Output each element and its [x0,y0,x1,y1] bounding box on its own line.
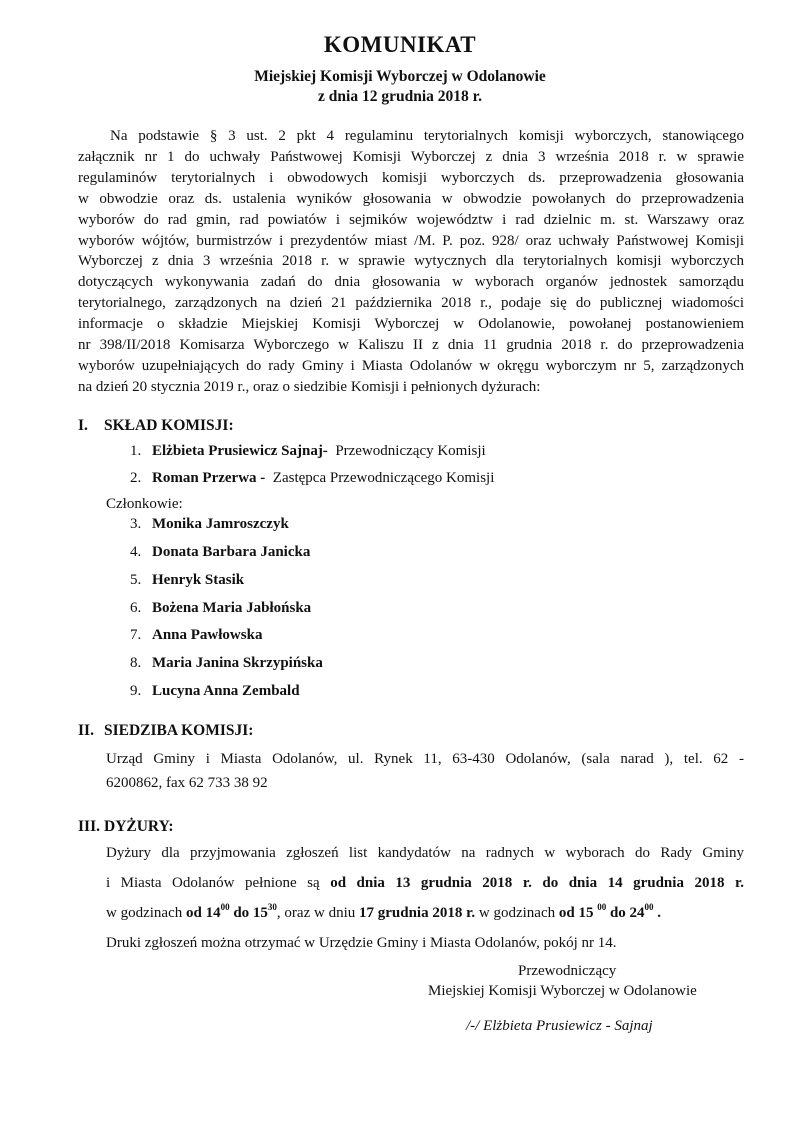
member-item [130,683,300,700]
hour-text: od 15 [558,905,598,921]
member-number: 6. [130,600,142,616]
duty-line: Druki zgłoszeń można otrzymać w Urzędzie Gminy i Miasta Odolanów, pokój nr 14. [106,935,617,951]
member-name: Monika Jamroszczyk [152,516,289,532]
hour-sup: 00 [597,902,607,912]
member-name: Elżbieta Prusiewicz Sajnaj- [152,443,328,459]
member-number: 5. [130,572,142,588]
duty-line: Dyżury dla przyjmowania zgłoszeń list kandydatów na radnych w wyborach do Rady Gminy [106,845,744,861]
duty-text: , oraz w dniu [276,905,359,921]
section-number: I. [78,417,88,434]
hour-sup: 00 [220,902,230,912]
section-composition-heading [78,417,234,435]
intro-line: dotyczących wykonywania zadań do dnia głosowania w wyborach organów jednostek samorządu [78,274,744,291]
member-name: Donata Barbara Janicka [152,544,311,560]
member-item [130,544,310,561]
member-item [130,470,494,487]
duty-text: i Miasta Odolanów pełnione są [106,875,331,891]
section-title: SIEDZIBA KOMISJI: [104,722,254,739]
intro-line: załącznik nr 1 do uchwały Państwowej Komisji Wyborczej z dnia 3 września 2018 r. w sprawie [78,148,744,165]
section-number: III. [78,818,100,835]
member-role: Zastępca Przewodniczącego Komisji [265,470,495,486]
member-number: 3. [130,516,142,532]
member-number: 2. [130,470,142,486]
duty-text: w godzinach [475,905,559,921]
member-item [130,516,289,533]
document-subtitle: Miejskiej Komisji Wyborczej w Odolanowie [254,68,546,85]
duty-dates: od dnia 13 grudnia 2018 r. do dnia 14 grudnia 2018 r. [330,875,744,891]
duty-text: w godzinach [106,905,186,921]
document-date: z dnia 12 grudnia 2018 r. [318,88,482,105]
members-label: Członkowie: [106,496,183,512]
member-number: 4. [130,544,142,560]
intro-line: nr 398/II/2018 Komisarza Wyborczego w Kaliszu II z dnia 11 grudnia 2018 r. do przeprowadzenia [78,337,744,354]
intro-line: informacje o składzie Miejskiej Komisji Wyborczej w Odolanowie, powołanej postanowieniem [78,316,744,333]
duty-paragraph [106,838,744,958]
section-duty-heading [78,818,174,836]
member-item [130,627,262,644]
intro-line: na dzień 20 stycznia 2019 r., oraz o siedzibie Komisji i pełnionych dyżurach: [78,378,541,395]
member-name: Lucyna Anna Zembald [152,683,300,699]
duty-line [106,868,744,898]
member-name: Henryk Stasik [152,572,245,588]
member-item [130,600,311,617]
member-number: 8. [130,655,142,671]
member-name: Roman Przerwa - [152,470,266,486]
intro-line: Wyborczej z dnia 3 września 2018 r. w sprawie wytycznych dla terytorialnych komisji wyborczych [78,253,744,270]
member-name: Bożena Maria Jabłońska [152,600,312,616]
member-number: 1. [130,443,142,459]
member-name: Anna Pawłowska [152,627,263,643]
intro-line: wyborów wójtów, burmistrzów i prezydentów miast /M. P. poz. 928/ oraz uchwały Państwowej Komisji [78,232,744,249]
member-number: 7. [130,627,142,643]
hour-sup: 30 [267,902,277,912]
duty-line [106,898,744,928]
hour-text: do 24 [606,905,645,921]
signature-body: Miejskiej Komisji Wyborczej w Odolanowie [428,983,697,999]
member-item [130,443,486,460]
member-item [130,572,244,589]
intro-line: regulaminów terytorialnych i obwodowych komisji wyborczych ds. przeprowadzenia głosowania [78,169,744,186]
duty-date: 17 grudnia 2018 r. [358,905,476,921]
hour-text: do 15 [229,905,268,921]
intro-line: terytorialnego, zarządzonych na dzień 21 października 2018 r., podaje się do publicznej wiadomości [78,295,744,312]
signature-name: /-/ Elżbieta Prusiewicz - Sajnaj [466,1018,653,1034]
seat-address [106,744,744,798]
signature-role: Przewodniczący [518,963,617,979]
hour-text: od 14 [185,905,221,921]
section-seat-heading [78,722,253,740]
section-title: DYŻURY: [104,818,174,835]
hour-text: . [653,905,662,921]
member-number: 9. [130,683,142,699]
intro-paragraph [78,126,744,398]
contact-line: 6200862, fax 62 733 38 92 [106,775,268,791]
document-title: KOMUNIKAT [323,32,477,57]
intro-line: Na podstawie § 3 ust. 2 pkt 4 regulaminu terytorialnych komisji wyborczych, stanowiącego [110,128,744,144]
intro-line: wyborów uzupełniających do rady Gminy i Miasta Odolanów w okręgu wyborczym nr 5, zarządzonych [78,357,744,374]
member-item [130,655,323,672]
intro-line: w obwodzie oraz ds. ustalenia wyników głosowania w obwodzie powołanych do przeprowadzenia [78,190,744,207]
member-name: Maria Janina Skrzypińska [152,655,323,671]
section-title: SKŁAD KOMISJI: [104,417,234,434]
duty-hours [185,902,277,921]
address-line: Urząd Gminy i Miasta Odolanów, ul. Rynek 11, 63-430 Odolanów, (sala narad ), tel. 62 - [106,751,744,767]
hour-sup: 00 [644,902,654,912]
member-role: Przewodniczący Komisji [327,443,486,459]
section-number: II. [78,722,94,739]
intro-line: wyborów do rad gmin, rad powiatów i sejmików województw i rad dzielnic m. st. Warszawy oraz [78,211,744,228]
duty-hours [558,902,662,921]
